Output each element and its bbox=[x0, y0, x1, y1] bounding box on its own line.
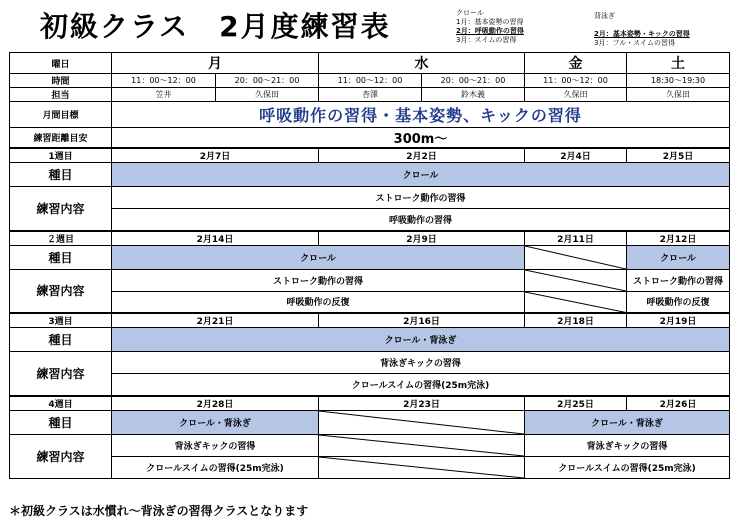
time-cell: 11：00～12：00 bbox=[112, 74, 216, 88]
date-cell: 2月25日 bbox=[525, 396, 627, 411]
content-cell: 呼吸動作の反復 bbox=[112, 291, 525, 313]
date-cell: 2月5日 bbox=[627, 148, 730, 163]
content-cell: 呼吸動作の反復 bbox=[627, 291, 730, 313]
date-cell: 2月11日 bbox=[525, 231, 627, 246]
category-cell: クロール bbox=[112, 245, 525, 269]
category-label: 種目 bbox=[10, 163, 112, 187]
empty-cell bbox=[525, 245, 627, 269]
date-cell: 2月19日 bbox=[627, 313, 730, 328]
monthly-goal: 呼吸動作の習得・基本姿勢、キックの習得 bbox=[112, 102, 730, 128]
content-cell: ストローク動作の習得 bbox=[112, 269, 525, 291]
empty-cell bbox=[525, 269, 627, 291]
staff-cell: 久保田 bbox=[216, 88, 319, 102]
content-cell: 呼吸動作の習得 bbox=[112, 209, 730, 231]
category-cell: クロール bbox=[627, 245, 730, 269]
content-cell: 背泳ぎキックの習得 bbox=[112, 434, 319, 456]
category-cell: クロール・背泳ぎ bbox=[525, 410, 730, 434]
time-cell: 20：00～21：00 bbox=[216, 74, 319, 88]
time-cell: 20：00～21：00 bbox=[422, 74, 525, 88]
category-cell: クロール bbox=[112, 163, 730, 187]
distance-value: 300m～ bbox=[112, 128, 730, 149]
date-cell: 2月18日 bbox=[525, 313, 627, 328]
content-cell: 背泳ぎキックの習得 bbox=[112, 352, 730, 374]
date-cell: 2月26日 bbox=[627, 396, 730, 411]
day-fri: 金 bbox=[525, 53, 627, 74]
category-label: 種目 bbox=[10, 328, 112, 352]
date-cell: 2月23日 bbox=[319, 396, 525, 411]
staff-cell: 久保田 bbox=[627, 88, 730, 102]
week-label: 4週目 bbox=[10, 396, 112, 411]
note-line: 3月：フル・スイムの習得 bbox=[594, 39, 676, 47]
date-cell: 2月4日 bbox=[525, 148, 627, 163]
empty-cell bbox=[319, 456, 525, 478]
day-sat: 土 bbox=[627, 53, 730, 74]
time-cell: 18:30～19:30 bbox=[627, 74, 730, 88]
day-label: 曜日 bbox=[10, 53, 112, 74]
staff-cell: 杏澤 bbox=[319, 88, 422, 102]
note-line: クロール bbox=[456, 9, 484, 17]
content-cell: ストローク動作の習得 bbox=[627, 269, 730, 291]
empty-cell bbox=[319, 410, 525, 434]
footer-note: ＊初級クラスは水慣れ～背泳ぎの習得クラスとなります bbox=[9, 504, 309, 518]
time-label: 時間 bbox=[10, 74, 112, 88]
staff-cell: 久保田 bbox=[525, 88, 627, 102]
date-cell: 2月21日 bbox=[112, 313, 319, 328]
date-cell: 2月7日 bbox=[112, 148, 319, 163]
week-label: ２週目 bbox=[10, 231, 112, 246]
note-line: 背泳ぎ bbox=[594, 12, 615, 20]
content-cell: ストローク動作の習得 bbox=[112, 187, 730, 209]
content-cell: クロールスイムの習得(25m完泳) bbox=[112, 374, 730, 396]
content-cell: クロールスイムの習得(25m完泳) bbox=[525, 456, 730, 478]
category-label: 種目 bbox=[10, 410, 112, 434]
week-label: 3週目 bbox=[10, 313, 112, 328]
distance-label: 練習距離目安 bbox=[10, 128, 112, 149]
category-label: 種目 bbox=[10, 245, 112, 269]
content-label: 練習内容 bbox=[10, 434, 112, 478]
staff-label: 担当 bbox=[10, 88, 112, 102]
date-cell: 2月16日 bbox=[319, 313, 525, 328]
note-line: 3月：スイムの習得 bbox=[456, 36, 517, 44]
day-wed: 水 bbox=[319, 53, 525, 74]
content-cell: 背泳ぎキックの習得 bbox=[525, 434, 730, 456]
backstroke-notes bbox=[594, 12, 690, 48]
content-label: 練習内容 bbox=[10, 269, 112, 313]
time-cell: 11：00～12：00 bbox=[525, 74, 627, 88]
schedule-table bbox=[9, 52, 730, 479]
date-cell: 2月9日 bbox=[319, 231, 525, 246]
date-cell: 2月28日 bbox=[112, 396, 319, 411]
note-line: 2月：基本姿勢・キックの習得 bbox=[594, 30, 690, 38]
note-line: 2月：呼吸動作の習得 bbox=[456, 27, 524, 35]
date-cell: 2月12日 bbox=[627, 231, 730, 246]
category-cell: クロール・背泳ぎ bbox=[112, 410, 319, 434]
note-line: 1月：基本姿勢の習得 bbox=[456, 18, 524, 26]
content-label: 練習内容 bbox=[10, 352, 112, 396]
content-cell: クロールスイムの習得(25m完泳) bbox=[112, 456, 319, 478]
page-title: 初級クラス 2月度練習表 bbox=[40, 10, 391, 43]
date-cell: 2月2日 bbox=[319, 148, 525, 163]
content-label: 練習内容 bbox=[10, 187, 112, 231]
empty-cell bbox=[525, 291, 627, 313]
time-cell: 11：00～12：00 bbox=[319, 74, 422, 88]
staff-cell: 笠井 bbox=[112, 88, 216, 102]
crawl-notes bbox=[456, 9, 524, 45]
staff-cell: 鈴木義 bbox=[422, 88, 525, 102]
empty-cell bbox=[319, 434, 525, 456]
date-cell: 2月14日 bbox=[112, 231, 319, 246]
category-cell: クロール・背泳ぎ bbox=[112, 328, 730, 352]
goal-label: 月間目標 bbox=[10, 102, 112, 128]
day-mon: 月 bbox=[112, 53, 319, 74]
week-label: 1週目 bbox=[10, 148, 112, 163]
